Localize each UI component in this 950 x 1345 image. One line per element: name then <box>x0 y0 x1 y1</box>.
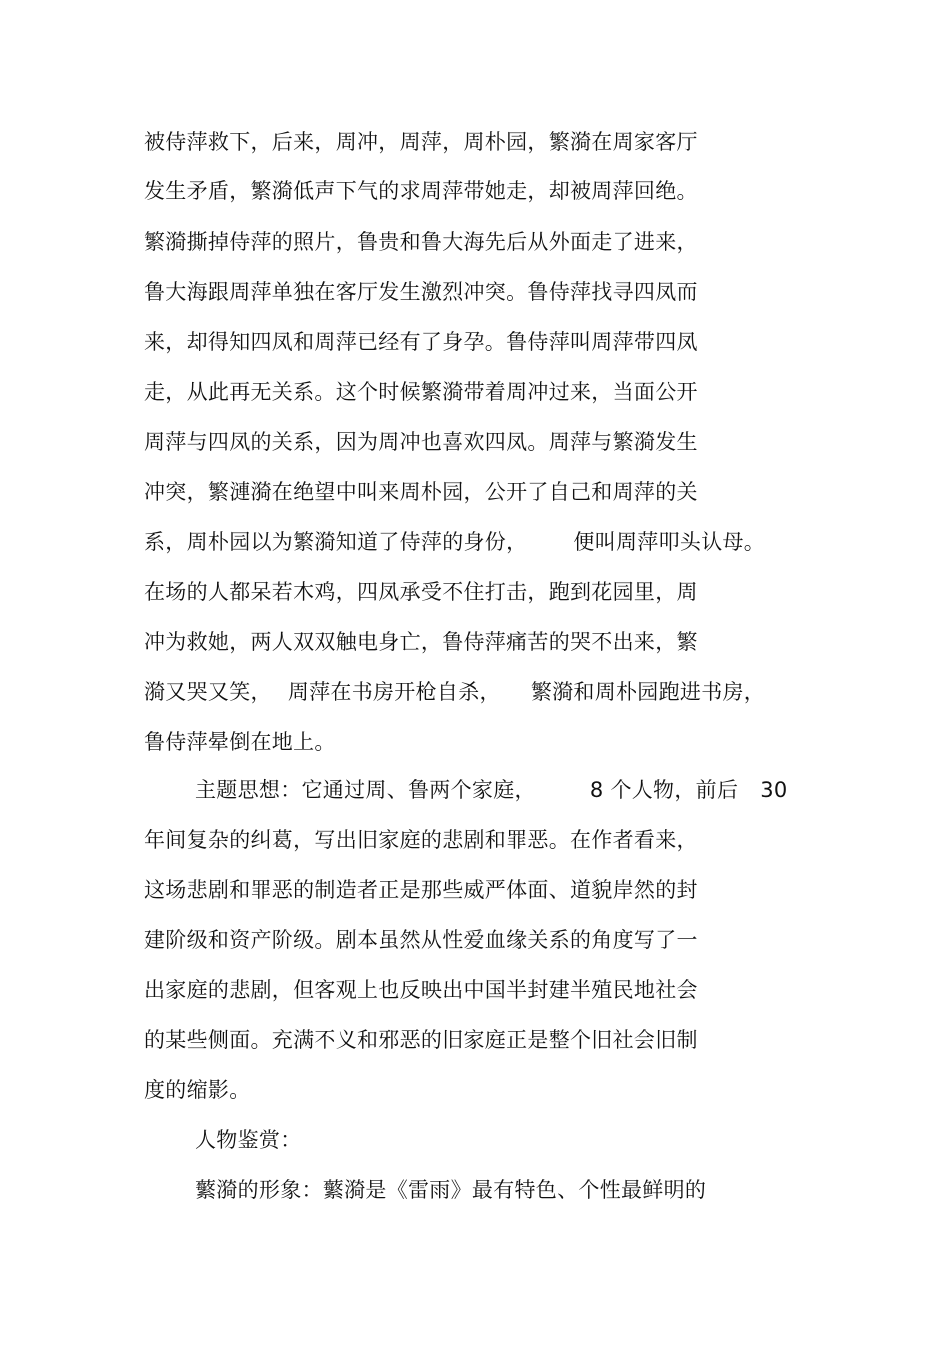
section-heading-characters: 人物鉴赏： <box>195 1128 302 1152</box>
text-segment: 繁漪和周朴园跑进书房， <box>530 680 766 704</box>
text-line: 建阶级和资产阶级。剧本虽然从性爱血缘关系的角度写了一 <box>144 928 698 952</box>
text-line: 冲突，繁漣漪在绝望中叫来周朴园，公开了自己和周萍的关 <box>144 480 698 504</box>
text-line: 出家庭的悲剧，但客观上也反映出中国半封建半殖民地社会 <box>144 978 698 1002</box>
text-line: 来，却得知四凤和周萍已经有了身孕。鲁侍萍叫周萍带四凤 <box>144 330 698 354</box>
text-line: 年间复杂的纠葛，写出旧家庭的悲剧和罪恶。在作者看来， <box>144 828 698 852</box>
text-line: 蘩漪的形象：蘩漪是《雷雨》最有特色、个性最鲜明的 <box>195 1178 707 1202</box>
text-segment: 便叫周萍叩头认母。 <box>573 530 766 554</box>
paragraph-heading-theme <box>195 776 788 804</box>
text-line <box>144 528 765 556</box>
text-line: 走，从此再无关系。这个时候繁漪带着周冲过来，当面公开 <box>144 380 698 404</box>
text-line: 发生矛盾，繁漪低声下气的求周萍带她走，却被周萍回绝。 <box>144 179 698 203</box>
text-line: 鲁大海跟周萍单独在客厅发生激烈冲突。鲁侍萍找寻四凤而 <box>144 280 698 304</box>
text-segment: 30 <box>760 778 788 802</box>
text-segment: 漪又哭又笑， <box>144 680 272 704</box>
text-segment: 系，周朴园以为繁漪知道了侍萍的身份， <box>144 530 528 554</box>
text-line: 度的缩影。 <box>144 1078 251 1102</box>
text-line: 这场悲剧和罪恶的制造者正是那些威严体面、道貌岸然的封 <box>144 878 698 902</box>
text-line: 的某些侧面。充满不义和邪恶的旧家庭正是整个旧社会旧制 <box>144 1028 698 1052</box>
text-line <box>144 678 765 706</box>
text-line: 冲为救她，两人双双触电身亡，鲁侍萍痛苦的哭不出来，繁 <box>144 630 698 654</box>
text-line: 周萍与四凤的关系，因为周冲也喜欢四凤。周萍与繁漪发生 <box>144 430 698 454</box>
text-segment: 主题思想：它通过周、鲁两个家庭， <box>195 778 536 802</box>
text-line: 鲁侍萍晕倒在地上。 <box>144 730 336 754</box>
text-line: 在场的人都呆若木鸡，四凤承受不住打击，跑到花园里，周 <box>144 580 698 604</box>
text-line: 被侍萍救下，后来，周冲，周萍，周朴园，繁漪在周家客厅 <box>144 130 698 154</box>
text-segment: 周萍在书房开枪自杀， <box>287 680 501 704</box>
text-segment: 8 个人物，前后 <box>589 778 739 802</box>
text-line: 繁漪撕掉侍萍的照片，鲁贵和鲁大海先后从外面走了进来， <box>144 230 698 254</box>
